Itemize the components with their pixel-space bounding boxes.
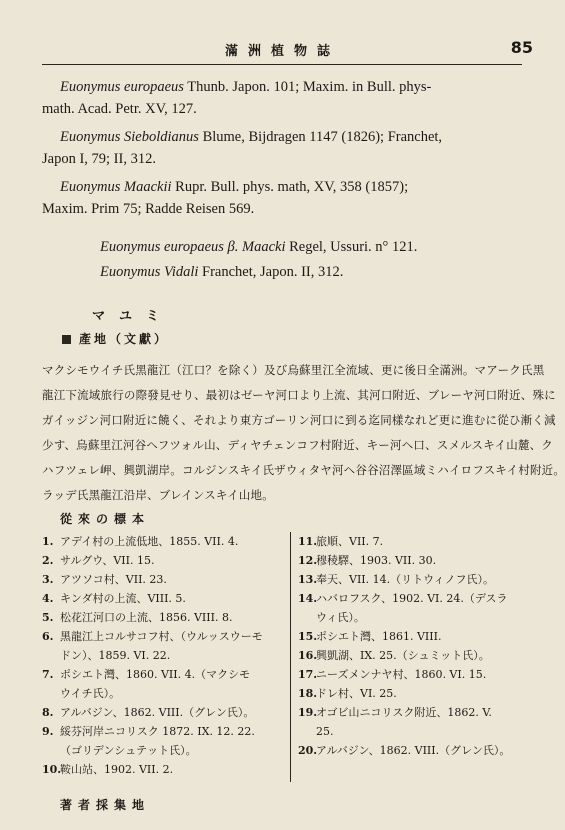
citation-1-cont: math. Acad. Petr. XV, 127. bbox=[42, 101, 197, 117]
item-text: キンダ村の上流、VIII. 5. bbox=[60, 592, 186, 605]
list-item bbox=[42, 608, 282, 627]
item-number: 7. bbox=[42, 668, 54, 681]
list-item bbox=[42, 551, 282, 570]
item-text: 奉天、VII. 14.（リトウィノフ氏）。 bbox=[316, 573, 494, 586]
distribution-line: ラッデ氏黑龍江沿岸、ブレインスキイ山地。 bbox=[42, 488, 274, 502]
citation-text: Rupr. Bull. phys. math, XV, 358 (1857); bbox=[171, 179, 409, 195]
item-text: ドレ村、VI. 25. bbox=[316, 687, 397, 700]
collection-heading: 著者採集地 bbox=[60, 798, 151, 812]
item-text: サルグウ、VII. 15. bbox=[60, 554, 155, 567]
species-name: Euonymus Vidali bbox=[100, 264, 199, 280]
item-text: 黑龍江上コルサコフ村、（ウルッスウーモ bbox=[60, 630, 263, 643]
item-text: アデイ村の上流低地、1855. VII. 4. bbox=[60, 535, 239, 548]
species-name: Euonymus Sieboldianus bbox=[60, 129, 199, 145]
item-text: アルバジン、1862. VIII.（グレン氏）。 bbox=[60, 706, 255, 719]
list-item bbox=[42, 703, 282, 722]
item-text: （ゴリデンシュテット氏）。 bbox=[60, 744, 197, 757]
item-number: 6. bbox=[42, 630, 54, 643]
distribution-line: 龍江下流域旅行の際發見せり、最初はゼーヤ河口より上流、其河口附近、ブレーヤ河口附近、殊に bbox=[42, 388, 556, 402]
species-name: Euonymus europaeus β. Maacki bbox=[100, 239, 286, 255]
citation-text: Regel, Ussuri. n° 121. bbox=[285, 239, 418, 255]
species-name: Euonymus europaeus bbox=[60, 79, 184, 95]
item-number: 11. bbox=[298, 535, 318, 548]
item-text: ウイチ氏）。 bbox=[60, 687, 121, 700]
citation-text: Blume, Bijdragen 1147 (1826); Franchet, bbox=[198, 129, 443, 145]
list-item bbox=[298, 608, 543, 627]
item-number: 4. bbox=[42, 592, 54, 605]
specimens-left-column bbox=[42, 532, 282, 779]
item-number: 5. bbox=[42, 611, 54, 624]
item-number: 3. bbox=[42, 573, 54, 586]
list-item bbox=[42, 646, 282, 665]
item-number: 9. bbox=[42, 725, 54, 738]
item-text: 旅順、VII. 7. bbox=[316, 535, 384, 548]
item-text: 松花江河口の上流、1856. VIII. 8. bbox=[60, 611, 233, 624]
list-item bbox=[298, 741, 543, 760]
item-text: ドン）、1859. VI. 22. bbox=[60, 649, 171, 662]
citation-text: Thunb. Japon. 101; Maxim. in Bull. phys- bbox=[183, 79, 432, 95]
item-text: ウィ氏）。 bbox=[316, 611, 365, 624]
item-number: 18. bbox=[298, 687, 318, 700]
specimens-right-column bbox=[298, 532, 543, 760]
list-item bbox=[42, 627, 282, 646]
item-text: 興凱湖、IX. 25.（シュミット氏）。 bbox=[316, 649, 490, 662]
list-item bbox=[298, 589, 543, 608]
item-number: 19. bbox=[298, 706, 318, 719]
specimens-heading: 從來の標本 bbox=[60, 512, 151, 526]
list-item bbox=[42, 532, 282, 551]
japanese-name: マユミ bbox=[92, 309, 174, 324]
column-divider bbox=[290, 532, 291, 782]
item-text: ポシエト灣、1861. VIII. bbox=[316, 630, 442, 643]
list-item bbox=[42, 722, 282, 741]
list-item bbox=[298, 627, 543, 646]
item-text: 25. bbox=[316, 725, 334, 738]
item-number: 10. bbox=[42, 763, 62, 776]
header-rule bbox=[42, 64, 522, 65]
distribution-line: 少す、烏蘇里江河谷ヘフツォル山、ディヤチェンコフ村附近、キー河ヘ口、スメルスキイ山麓、ク bbox=[42, 438, 553, 452]
item-text: アツソコ村、VII. 23. bbox=[60, 573, 167, 586]
item-number: 20. bbox=[298, 744, 318, 757]
list-item bbox=[298, 665, 543, 684]
item-number: 15. bbox=[298, 630, 318, 643]
list-item bbox=[298, 703, 543, 722]
item-text: オゴビ山ニコリスク附近、1862. V. bbox=[316, 706, 492, 719]
distribution-line: ガイッジン河口附近に饒く、それより東方ゴーリン河口に到る迄同樣なれど更に進むに從ひ漸く減 bbox=[42, 413, 556, 427]
section-marker-icon bbox=[62, 335, 71, 344]
list-item bbox=[298, 551, 543, 570]
distribution-line: マクシモウイチ氏黑龍江（江口？を除く）及び烏蘇里江全流域、更に後日全滿洲。マアーク氏黑 bbox=[42, 363, 545, 377]
item-number: 17. bbox=[298, 668, 318, 681]
item-text: ニーズメンナヤ村、1860. VI. 15. bbox=[316, 668, 487, 681]
item-number: 1. bbox=[42, 535, 54, 548]
page-header-title: 滿洲植物誌 bbox=[224, 44, 340, 59]
species-name: Euonymus Maackii bbox=[60, 179, 172, 195]
list-item bbox=[42, 589, 282, 608]
citation-2-cont: Japon I, 79; II, 312. bbox=[42, 151, 156, 167]
item-text: アルバジン、1862. VIII.（グレン氏）。 bbox=[316, 744, 511, 757]
item-text: 穆稜驛、1903. VII. 30. bbox=[316, 554, 437, 567]
citation-text: Franchet, Japon. II, 312. bbox=[198, 264, 344, 280]
citation-5 bbox=[100, 261, 565, 284]
citation-4 bbox=[100, 236, 565, 259]
item-number: 8. bbox=[42, 706, 54, 719]
item-number: 16. bbox=[298, 649, 318, 662]
list-item bbox=[42, 684, 282, 703]
list-item bbox=[42, 665, 282, 684]
item-number: 12. bbox=[298, 554, 318, 567]
list-item bbox=[42, 741, 282, 760]
citation-3 bbox=[60, 176, 530, 199]
citation-1 bbox=[60, 76, 530, 99]
list-item bbox=[298, 570, 543, 589]
item-number: 2. bbox=[42, 554, 54, 567]
item-text: 鞍山站、1902. VII. 2. bbox=[60, 763, 174, 776]
item-number: 13. bbox=[298, 573, 318, 586]
distribution-line: ハフツェレ岬、興凱湖岸。コルジンスキイ氏ザウィタヤ河ヘ谷谷沼澤區域ミハイロフスキイ村附近。 bbox=[42, 463, 565, 477]
citation-2 bbox=[60, 126, 530, 149]
list-item bbox=[298, 646, 543, 665]
list-item bbox=[298, 722, 543, 741]
citation-3-cont: Maxim. Prim 75; Radde Reisen 569. bbox=[42, 201, 255, 217]
list-item bbox=[42, 760, 282, 779]
page-number: 85 bbox=[510, 38, 533, 57]
list-item bbox=[298, 532, 543, 551]
item-text: ハバロフスク、1902. VI. 24.（デスラ bbox=[316, 592, 508, 605]
list-item bbox=[298, 684, 543, 703]
item-text: ポシエト灣、1860. VII. 4.（マクシモ bbox=[60, 668, 251, 681]
item-text: 綏芬河岸ニコリスク 1872. IX. 12. 22. bbox=[60, 725, 255, 738]
list-item bbox=[42, 570, 282, 589]
distribution-heading-text: 產地（文獻） bbox=[79, 332, 170, 346]
item-number: 14. bbox=[298, 592, 318, 605]
distribution-heading bbox=[62, 330, 169, 347]
